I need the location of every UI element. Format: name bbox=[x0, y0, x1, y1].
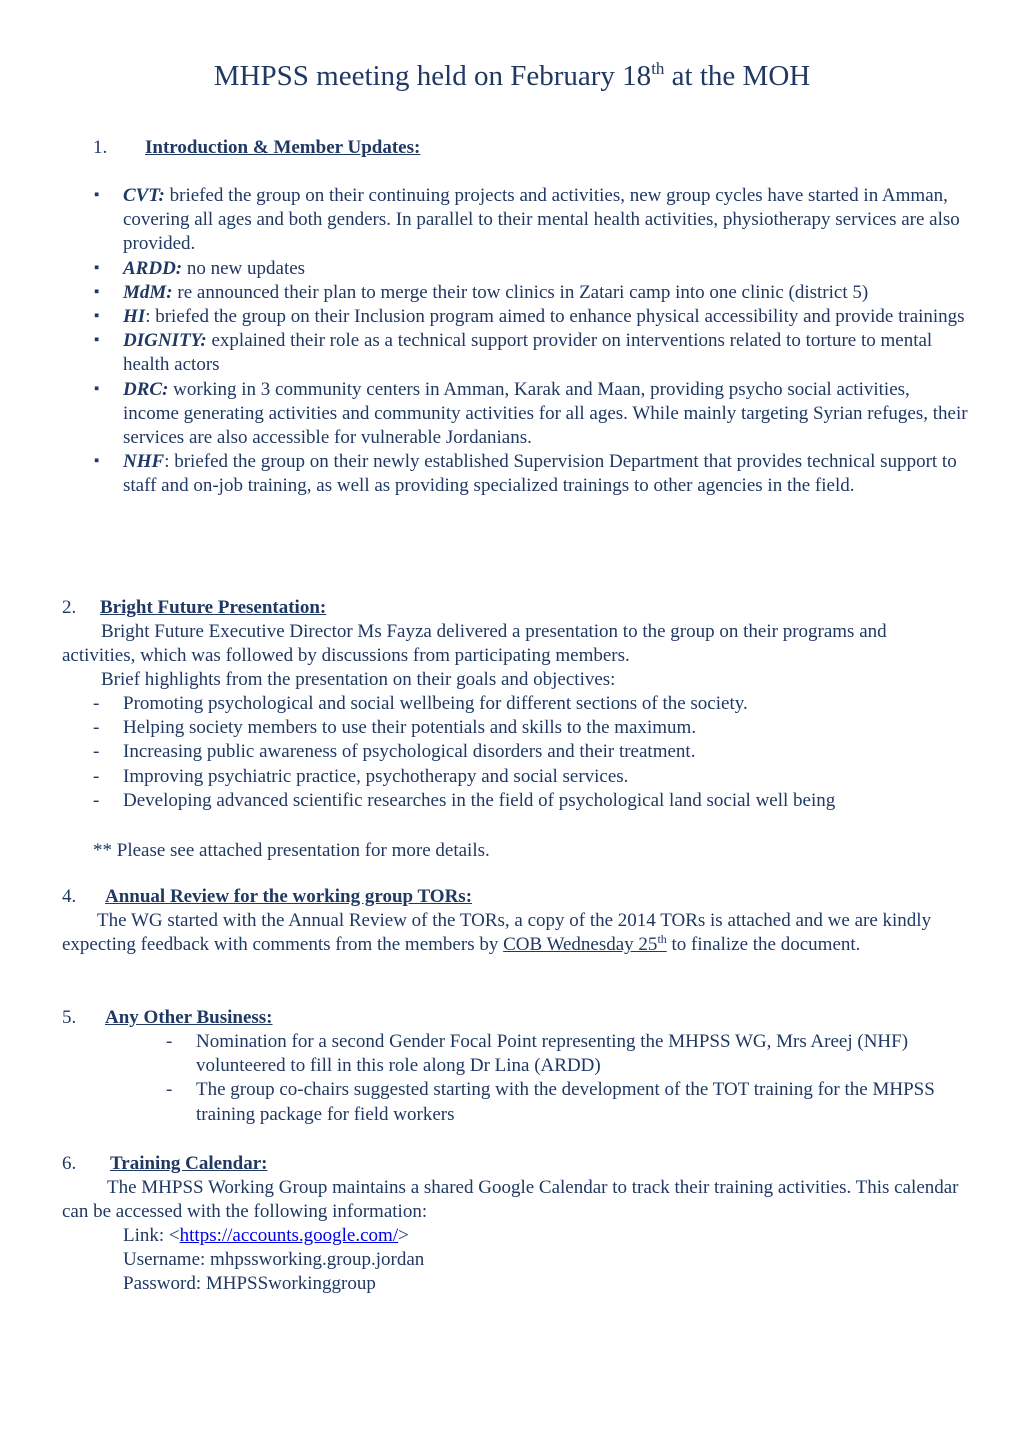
section-number: 1. bbox=[93, 137, 108, 158]
dash-icon: - bbox=[93, 741, 100, 763]
update-text: : briefed the group on their Inclusion program aimed to enhance physical accessibility and provide trainings bbox=[145, 306, 965, 328]
square-bullet-icon: ▪ bbox=[94, 332, 100, 349]
org-name: HI bbox=[123, 306, 146, 328]
deadline-label: COB Wednesday 25 bbox=[503, 934, 658, 956]
dash-icon: - bbox=[93, 765, 100, 787]
update-text: no new updates bbox=[182, 257, 306, 279]
other-business-list bbox=[166, 1030, 946, 1127]
training-calendar-intro: The MHPSS Working Group maintains a shared Google Calendar to track their training activities. This calendar can be accessed with the following information: bbox=[62, 1177, 959, 1223]
section-title: Introduction & Member Updates: bbox=[145, 137, 421, 158]
deadline-text bbox=[503, 934, 667, 955]
business-item-text: Nomination for a second Gender Focal Point representing the MHPSS WG, Mrs Areej (NHF) volunteered to fill in this role along Dr Lina (ARDD) bbox=[196, 1031, 909, 1077]
goal-text: Developing advanced scientific researches in the field of psychological land social well being bbox=[123, 789, 836, 811]
section-number: 2. bbox=[62, 597, 77, 618]
list-item bbox=[166, 1030, 946, 1078]
member-updates-list bbox=[94, 184, 968, 499]
list-item bbox=[94, 305, 968, 329]
list-item bbox=[94, 450, 968, 498]
link-label: Link: < bbox=[123, 1225, 180, 1246]
org-name: NHF bbox=[123, 451, 165, 473]
business-item-text: The group co-chairs suggested starting with the development of the TOT training for the MHPSS training package for field workers bbox=[196, 1079, 935, 1125]
square-bullet-icon: ▪ bbox=[94, 187, 100, 203]
org-name: ARDD: bbox=[123, 257, 183, 279]
deadline-superscript: th bbox=[657, 932, 667, 947]
update-text: : briefed the group on their newly established Supervision Department that provides technical support to staff and on-job training, as well as providing specialized trainings to other agencies in the field. bbox=[123, 451, 957, 497]
goals-list bbox=[93, 692, 983, 813]
square-bullet-icon: ▪ bbox=[94, 453, 100, 470]
section-title: Annual Review for the working group TORs: bbox=[105, 886, 473, 907]
section-number: 4. bbox=[62, 886, 77, 907]
section-title: Any Other Business: bbox=[105, 1007, 273, 1028]
goal-text: Helping society members to use their potentials and skills to the maximum. bbox=[123, 717, 697, 739]
calendar-password: Password: MHPSSworkinggroup bbox=[123, 1273, 376, 1294]
list-item bbox=[93, 765, 983, 789]
org-name: MdM: bbox=[123, 281, 173, 303]
dash-icon: - bbox=[93, 693, 100, 714]
presentation-note: ** Please see attached presentation for more details. bbox=[93, 840, 490, 861]
page-title bbox=[0, 60, 1024, 93]
list-item bbox=[94, 378, 968, 451]
dash-icon: - bbox=[166, 1031, 173, 1052]
goal-text: Improving psychiatric practice, psychotherapy and social services. bbox=[123, 765, 629, 787]
bright-future-intro: Bright Future Executive Director Ms Fayza delivered a presentation to the group on their programs and activities, which was followed by discussions from participating members. bbox=[62, 621, 887, 667]
square-bullet-icon: ▪ bbox=[94, 283, 100, 300]
update-text: working in 3 community centers in Amman, Karak and Maan, providing psycho social activities, income generating activities and community activities for all ages. While mainly targeting Syrian refuges, their services are also accessible for vulnerable Jordanians. bbox=[123, 378, 968, 449]
review-text-a: The WG started with the Annual Review of the TORs, a copy of the 2014 TORs is attached and we are kindly expecting feedback with comments from the members by bbox=[62, 910, 932, 956]
list-item bbox=[93, 692, 983, 716]
list-item bbox=[94, 281, 968, 305]
update-text: re announced their plan to merge their tow clinics in Zatari camp into one clinic (district 5) bbox=[172, 281, 869, 303]
calendar-link[interactable]: https://accounts.google.com/ bbox=[179, 1225, 399, 1246]
square-bullet-icon: ▪ bbox=[94, 308, 100, 325]
section-title: Training Calendar: bbox=[110, 1153, 268, 1174]
title-tail: at the MOH bbox=[664, 60, 811, 92]
org-name: DRC: bbox=[123, 378, 169, 400]
title-main: MHPSS meeting held on February 18 bbox=[213, 60, 652, 92]
dash-icon: - bbox=[166, 1079, 173, 1101]
list-item bbox=[94, 184, 968, 257]
dash-icon: - bbox=[93, 717, 100, 739]
list-item bbox=[94, 329, 968, 377]
list-item bbox=[93, 740, 983, 764]
update-text: explained their role as a technical support provider on interventions related to torture to mental health actors bbox=[123, 330, 933, 376]
section-number: 6. bbox=[62, 1153, 77, 1174]
square-bullet-icon: ▪ bbox=[94, 259, 100, 276]
list-item bbox=[166, 1078, 946, 1126]
section-number: 5. bbox=[62, 1007, 77, 1028]
annual-review-text bbox=[62, 909, 952, 957]
calendar-username: Username: mhpssworking.group.jordan bbox=[123, 1249, 425, 1270]
review-text-b: to finalize the document. bbox=[666, 934, 861, 956]
list-item bbox=[93, 716, 983, 740]
highlights-intro: Brief highlights from the presentation on their goals and objectives: bbox=[101, 669, 616, 690]
dash-icon: - bbox=[93, 789, 100, 811]
title-superscript: th bbox=[651, 59, 665, 78]
link-close: > bbox=[398, 1225, 409, 1246]
list-item bbox=[94, 257, 968, 281]
update-text: briefed the group on their continuing projects and activities, new group cycles have started in Amman, covering all ages and both genders. In parallel to their mental health activities, physiotherapy services are also provided. bbox=[123, 185, 960, 255]
section-title: Bright Future Presentation: bbox=[100, 597, 327, 618]
org-name: DIGNITY: bbox=[123, 330, 207, 352]
square-bullet-icon: ▪ bbox=[94, 380, 100, 397]
org-name: CVT: bbox=[123, 185, 165, 206]
goal-text: Promoting psychological and social wellbeing for different sections of the society. bbox=[123, 693, 748, 714]
calendar-link-line bbox=[123, 1224, 409, 1248]
goal-text: Increasing public awareness of psychological disorders and their treatment. bbox=[123, 741, 696, 763]
list-item bbox=[93, 789, 983, 813]
